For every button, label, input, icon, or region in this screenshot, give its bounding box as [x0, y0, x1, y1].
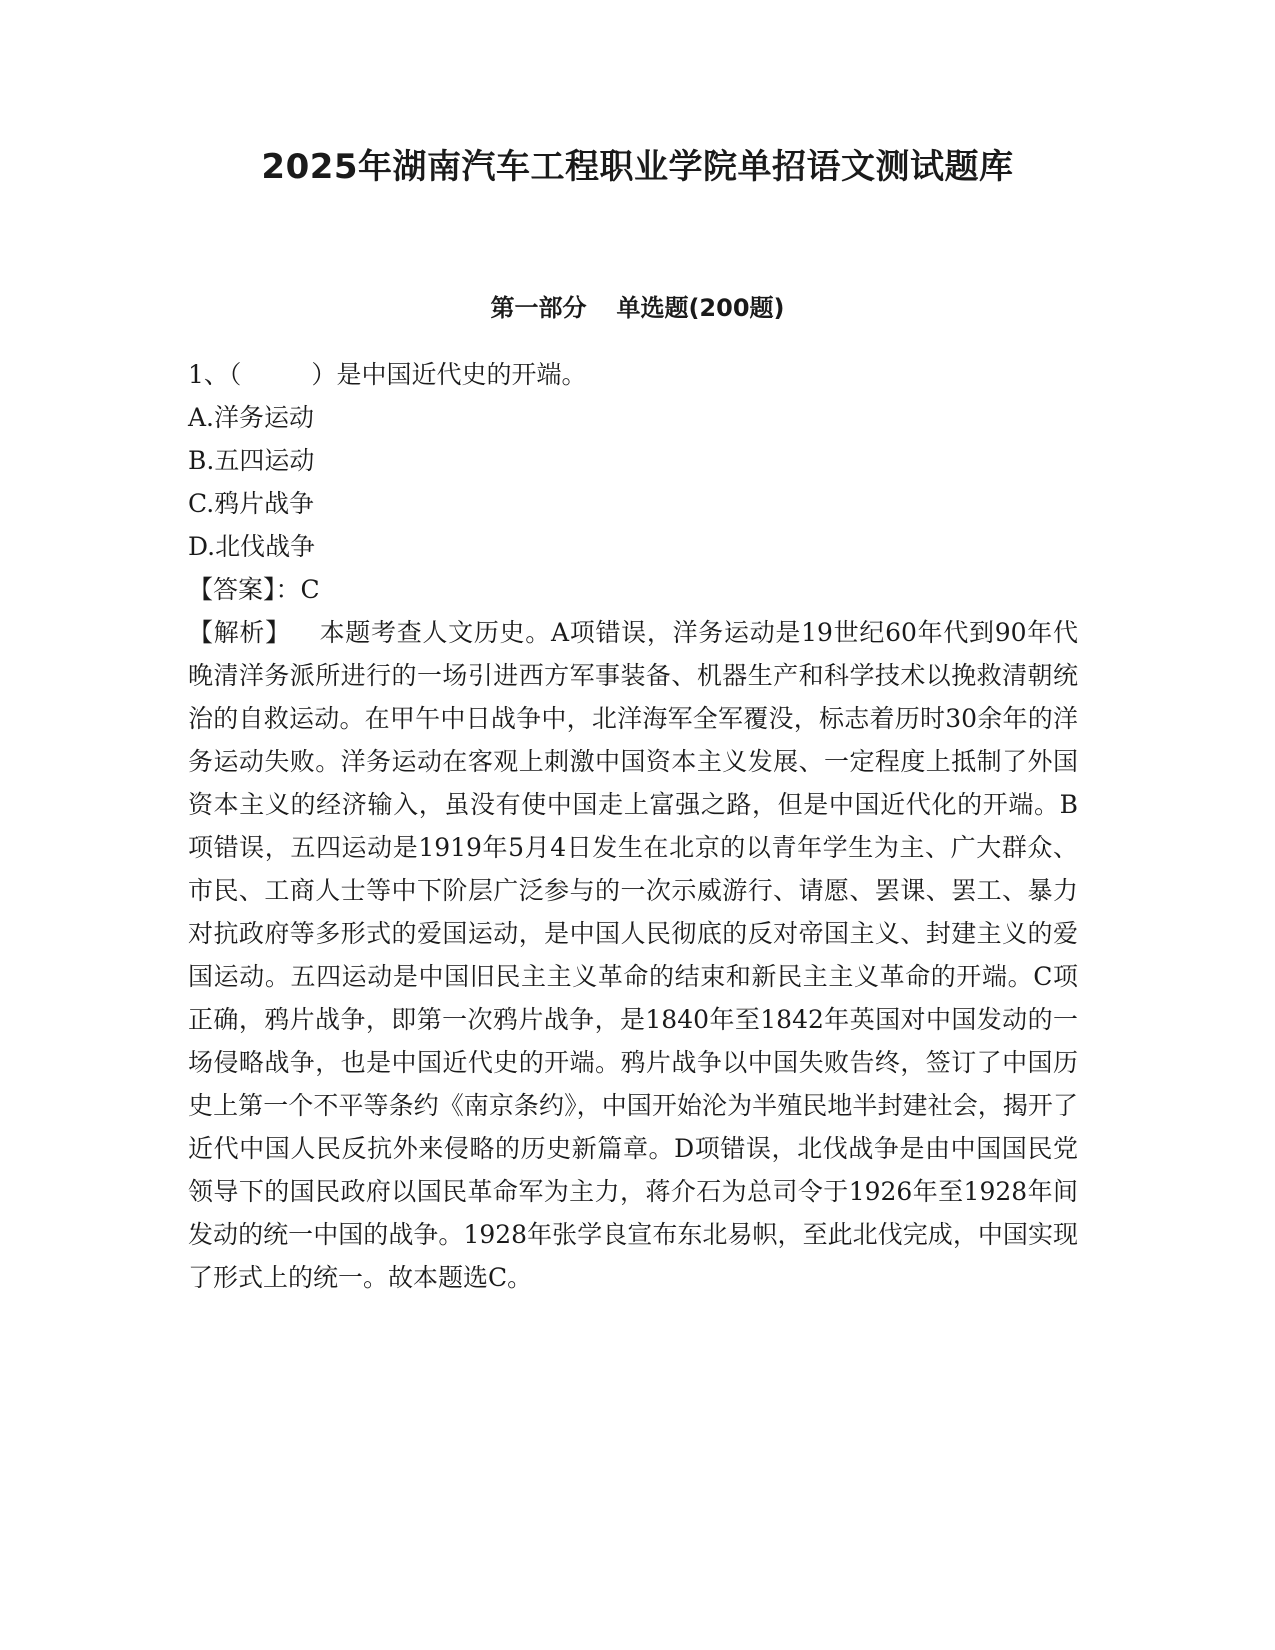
question-number: 1、	[188, 360, 229, 389]
answer-line	[188, 568, 1078, 611]
section-heading	[0, 292, 1275, 324]
option-c: C.鸦片战争	[188, 489, 315, 518]
close-paren: ）	[311, 360, 337, 389]
section-part: 第一部分	[490, 294, 587, 322]
question-stem	[188, 353, 1078, 396]
explanation-paragraph	[188, 611, 1078, 1299]
option-a: A.洋务运动	[188, 403, 315, 432]
explanation-text: 本题考查人文历史。A项错误，洋务运动是19世纪60年代到90年代晚清洋务派所进行的一场引进西方军事装备、机器生产和科学技术以挽救清朝统治的自救运动。在甲午中日战争中，北洋海军全军覆没，标志着历时30余年的洋务运动失败。洋务运动在客观上刺激中国资本主义发展、一定程度上抵制了外国资本主义的经济输入，虽没有使中国走上富强之路，但是中国近代化的开端。B项错误，五四运动是1919年5月4日发生在北京的以青年学生为主、广大群众、市民、工商人士等中下阶层广泛参与的一次示威游行、请愿、罢课、罢工、暴力对抗政府等多形式的爱国运动，是中国人民彻底的反对帝国主义、封建主义的爱国运动。五四运动是中国旧民主主义革命的结束和新民主主义革命的开端。C项正确，鸦片战争，即第一次鸦片战争，是1840年至1842年英国对中国发动的一场侵略战争，也是中国近代史的开端。鸦片战争以中国失败告终，签订了中国历史上第一个不平等条约《南京条约》，中国开始沦为半殖民地半封建社会，揭开了近代中国人民反抗外来侵略的历史新篇章。D项错误，北伐战争是由中国国民党领导下的国民政府以国民革命军为主力，蒋介石为总司令于1926年至1928年间发动的统一中国的战争。1928年张学良宣布东北易帜，至此北伐完成，中国实现了形式上的统一。故本题选C。	[188, 618, 1078, 1292]
option-b: B.五四运动	[188, 446, 315, 475]
question-block	[188, 353, 1078, 1299]
open-paren: （	[228, 360, 242, 389]
question-text: 是中国近代史的开端。	[336, 360, 587, 389]
section-name: 单选题(200题)	[616, 294, 785, 322]
document-title: 2025年湖南汽车工程职业学院单招语文测试题库	[261, 147, 1014, 187]
answer-label: 【答案】：	[188, 575, 301, 604]
explanation-label: 【解析】	[188, 618, 291, 647]
option-d: D.北伐战争	[188, 532, 316, 561]
answer-value: C	[300, 575, 320, 604]
